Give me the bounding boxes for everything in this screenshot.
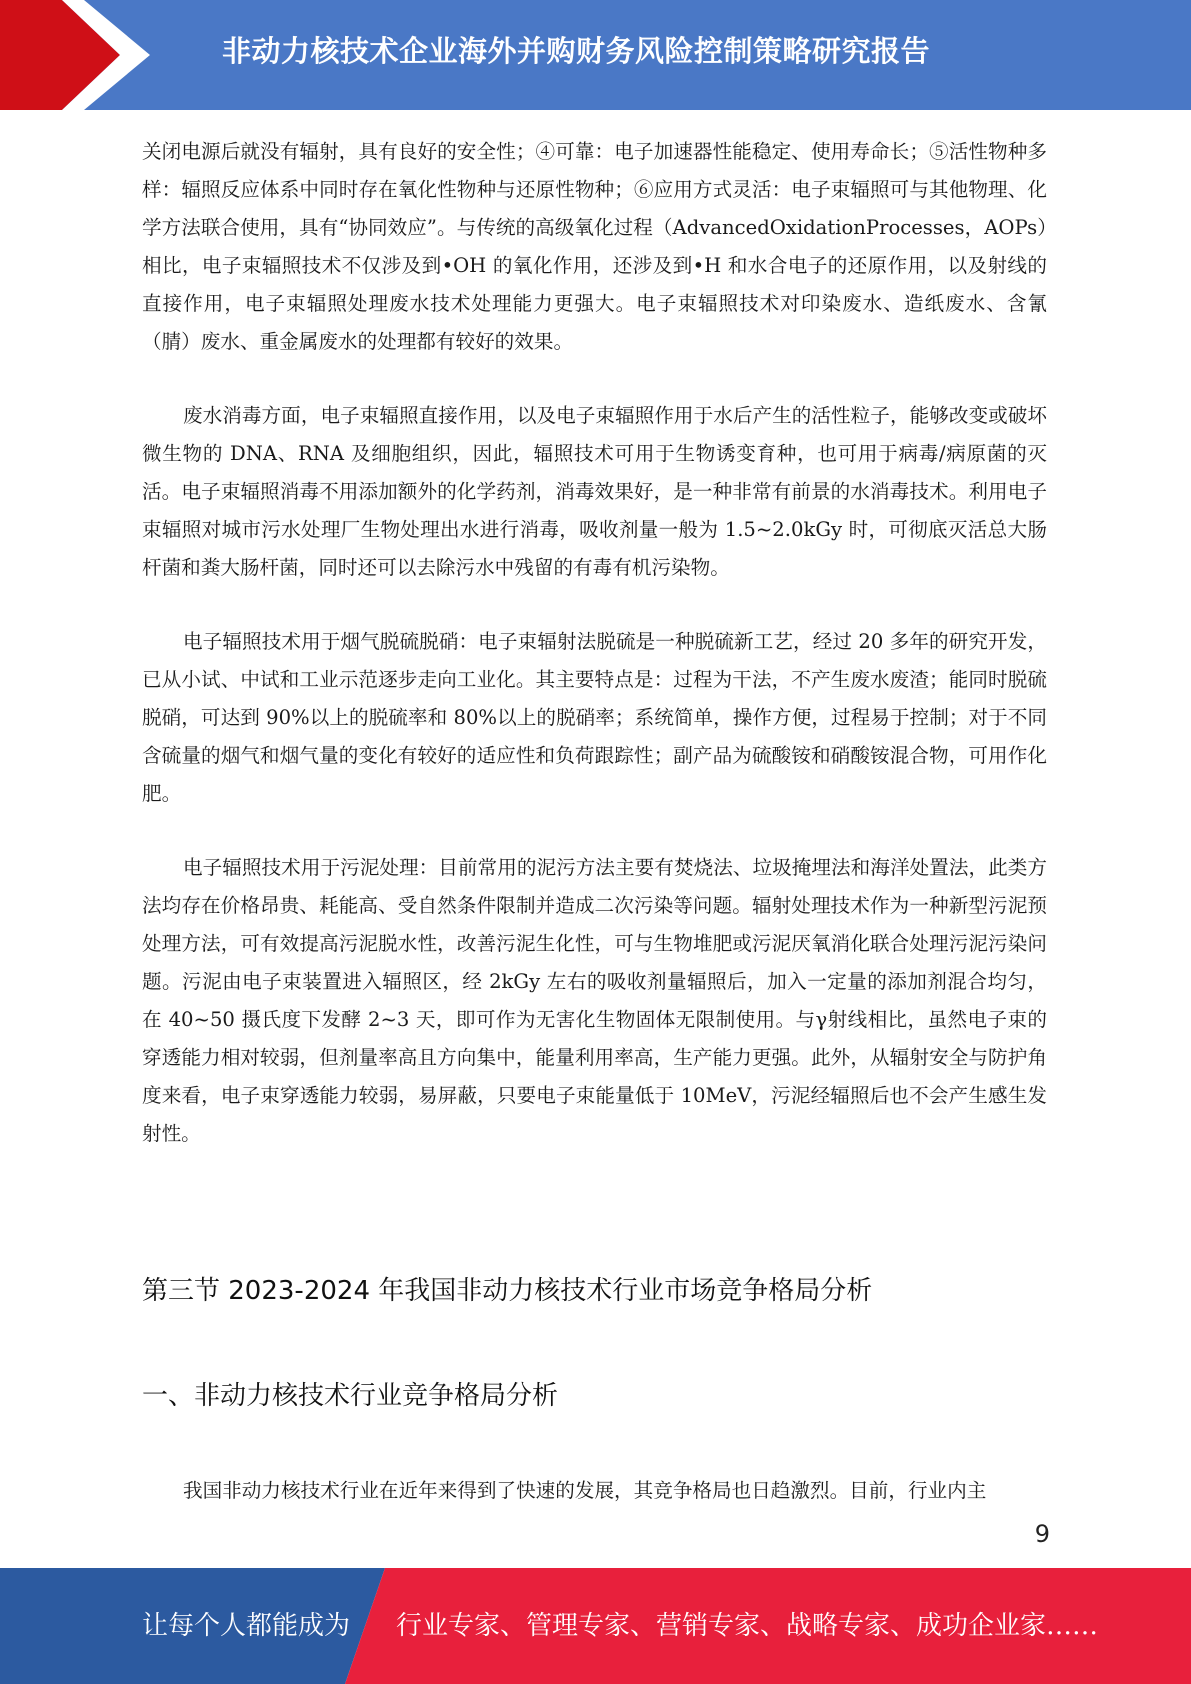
page-number: 9 bbox=[1034, 1520, 1050, 1548]
paragraph-advantages: 关闭电源后就没有辐射，具有良好的安全性；④可靠：电子加速器性能稳定、使用寿命长；⑤活性物种多样：辐照反应体系中同时存在氧化性物种与还原性物种；⑥应用方式灵活：电子束辐照可与其他物理、化学方法联合使用，具有“协同效应”。与传统的高级氧化过程（AdvancedOxidationProcesses，AOPs）相比，电子束辐照技术不仅涉及到•OH 的氧化作用，还涉及到•H 和水合电子的还原作用，以及射线的直接作用，电子束辐照处理废水技术处理能力更强大。电子束辐照技术对印染废水、造纸废水、含氰（腈）废水、重金属废水的处理都有较好的效果。 bbox=[142, 140, 1047, 353]
paragraph-wastewater-disinfection: 废水消毒方面，电子束辐照直接作用，以及电子束辐照作用于水后产生的活性粒子，能够改变或破坏微生物的 DNA、RNA 及细胞组织，因此，辐照技术可用于生物诱变育种，也可用于病毒/病原菌的灭活。电子束辐照消毒不用添加额外的化学药剂，消毒效果好，是一种非常有前景的水消毒技术。利用电子束辐照对城市污水处理厂生物处理出水进行消毒，吸收剂量一般为 1.5~2.0kGy 时，可彻底灭活总大肠杆菌和粪大肠杆菌，同时还可以去除污水中残留的有毒有机污染物。 bbox=[142, 404, 1047, 579]
paragraph-competition-intro bbox=[142, 1472, 1047, 1510]
page-footer bbox=[0, 1568, 1191, 1684]
paragraph-flue-gas: 电子辐照技术用于烟气脱硫脱硝：电子束辐射法脱硫是一种脱硫新工艺，经过 20 多年的研究开发，已从小试、中试和工业示范逐步走向工业化。其主要特点是：过程为干法，不产生废水废渣；能同时脱硫脱硝，可达到 90%以上的脱硫率和 80%以上的脱硝率；系统简单，操作方便，过程易于控制；对于不同含硫量的烟气和烟气量的变化有较好的适应性和负荷跟踪性；副产品为硫酸铵和硝酸铵混合物，可用作化肥。 bbox=[142, 630, 1047, 805]
paragraph-competition-text: 我国非动力核技术行业在近年来得到了快速的发展，其竞争格局也日趋激烈。目前，行业内主 bbox=[183, 1479, 987, 1502]
report-title: 非动力核技术企业海外并购财务风险控制策略研究报告 bbox=[222, 34, 931, 68]
page-header bbox=[0, 0, 1191, 110]
footer-slogan-right: 行业专家、管理专家、营销专家、战略专家、成功企业家…… bbox=[396, 1611, 1099, 1641]
footer-slogan-left: 让每个人都能成为 bbox=[142, 1611, 351, 1641]
paragraph-sludge: 电子辐照技术用于污泥处理：目前常用的泥污方法主要有焚烧法、垃圾掩埋法和海洋处置法，此类方法均存在价格昂贵、耗能高、受自然条件限制并造成二次污染等问题。辐射处理技术作为一种新型污泥预处理方法，可有效提高污泥脱水性，改善污泥生化性，可与生物堆肥或污泥厌氧消化联合处理污泥污染问题。污泥由电子束装置进入辐照区，经 2kGy 左右的吸收剂量辐照后，加入一定量的添加剂混合均匀，在 40~50 摄氏度下发酵 2~3 天，即可作为无害化生物固体无限制使用。与γ射线相比，虽然电子束的穿透能力相对较弱，但剂量率高且方向集中，能量利用率高，生产能力更强。此外，从辐射安全与防护角度来看，电子束穿透能力较弱，易屏蔽，只要电子束能量低于 10MeV，污泥经辐照后也不会产生感生发射性。 bbox=[142, 856, 1047, 1145]
section-heading: 第三节 2023-2024 年我国非动力核技术行业市场竞争格局分析 bbox=[142, 1276, 873, 1306]
body-content bbox=[142, 133, 1047, 1153]
subsection-heading: 一、非动力核技术行业竞争格局分析 bbox=[142, 1381, 559, 1411]
